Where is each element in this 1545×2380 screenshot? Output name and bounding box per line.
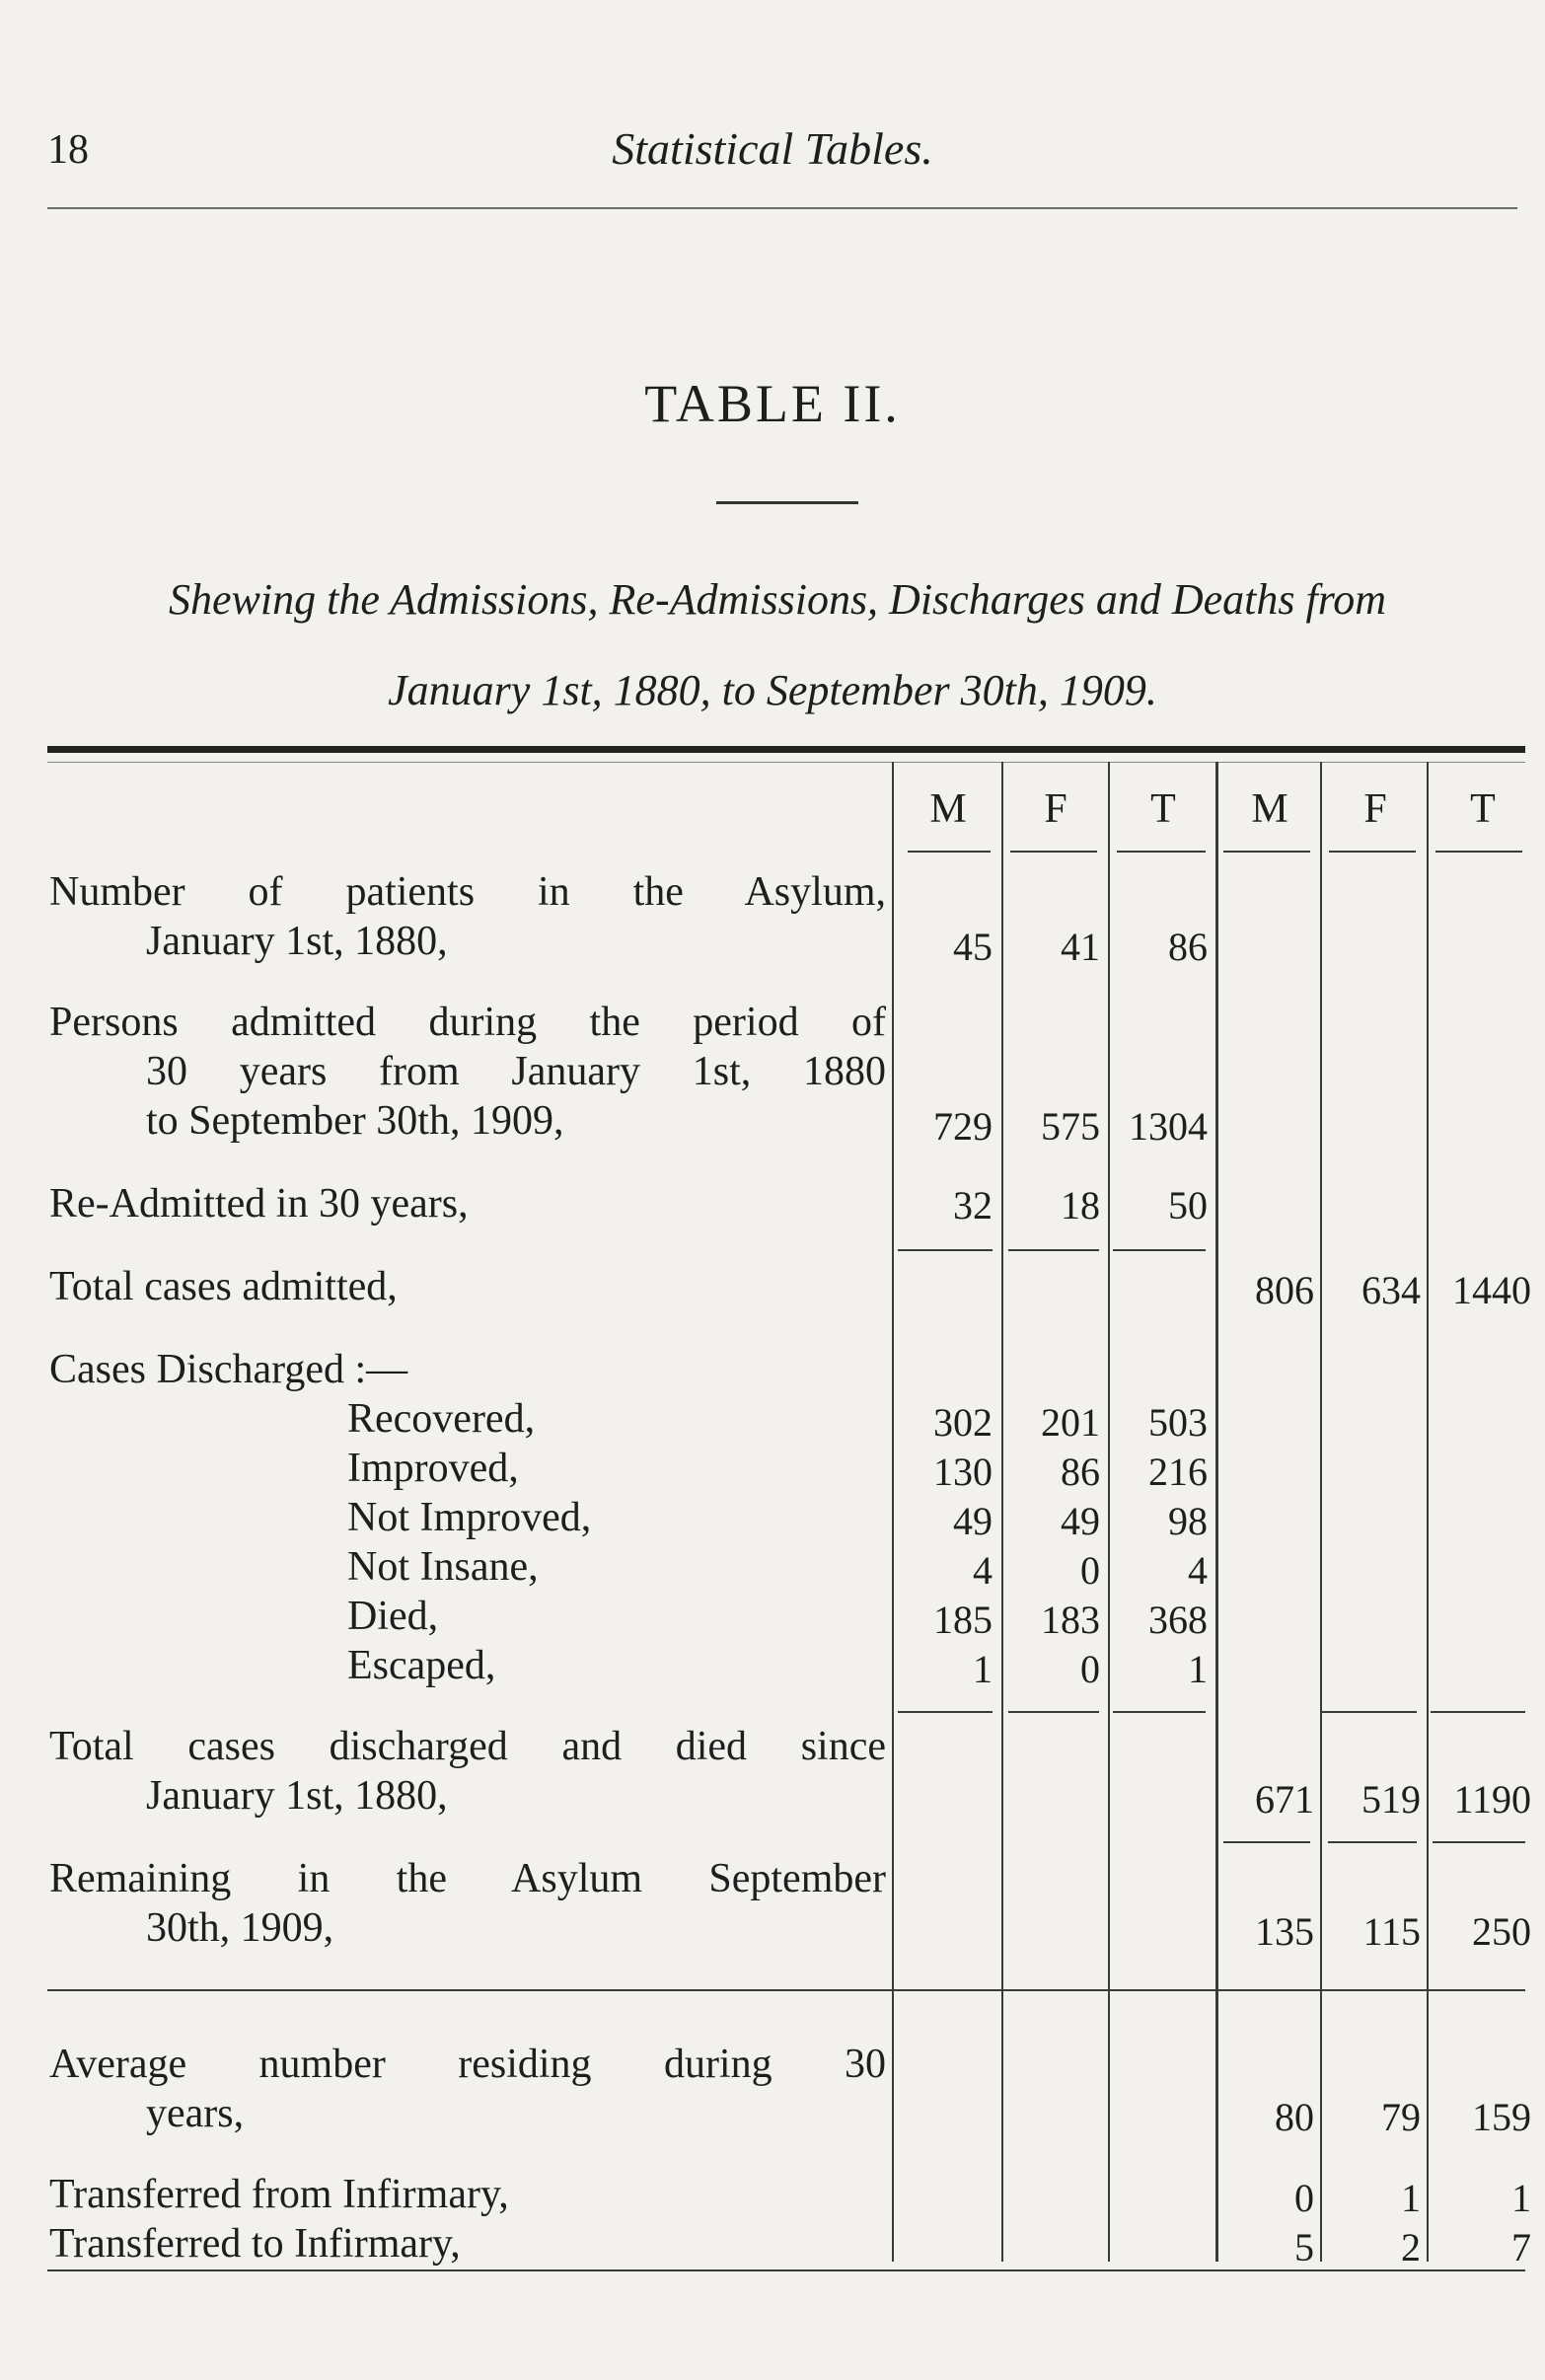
header-underline (1329, 851, 1416, 853)
column-header-t: T (1150, 786, 1176, 832)
cell-value: 671 (1255, 1777, 1314, 1822)
row-label: Improved, (347, 1446, 519, 1491)
cell-value: 0 (1080, 1548, 1100, 1593)
cell-value: 98 (1168, 1499, 1208, 1543)
subtotal-rule (1328, 1841, 1417, 1843)
cell-value: 80 (1275, 2095, 1314, 2139)
row-label: Persons admitted during the period of (49, 1000, 886, 1045)
title-rule (716, 501, 858, 504)
subtotal-rule (1113, 1711, 1206, 1713)
row-label: to September 30th, 1909, (146, 1098, 564, 1144)
column-header-m: M (929, 786, 967, 832)
row-label: 30th, 1909, (146, 1905, 334, 1951)
header-underline (1010, 851, 1097, 853)
cell-value: 79 (1381, 2095, 1421, 2139)
row-label: Not Insane, (347, 1544, 539, 1590)
column-header-m: M (1251, 786, 1288, 832)
subtotal-rule (898, 1711, 993, 1713)
cell-value: 1 (1401, 2176, 1421, 2220)
cell-value: 1304 (1129, 1104, 1208, 1149)
cell-value: 49 (953, 1499, 993, 1543)
cell-value: 86 (1168, 925, 1208, 969)
cell-value: 368 (1148, 1598, 1208, 1642)
cell-value: 575 (1041, 1104, 1100, 1149)
subtotal-rule (1433, 1841, 1525, 1843)
subtotal-rule (1322, 1711, 1417, 1713)
cell-value: 201 (1041, 1400, 1100, 1445)
cell-value: 41 (1061, 925, 1100, 969)
header-underline (1223, 851, 1310, 853)
header-underline (1435, 851, 1522, 853)
cell-value: 1 (973, 1647, 993, 1691)
table-caption-line-1: Shewing the Admissions, Re-Admissions, Discharges and Deaths from (169, 575, 1386, 624)
table-top-rule-thin (47, 762, 1525, 763)
row-label: Escaped, (347, 1643, 496, 1688)
row-label: Re-Admitted in 30 years, (49, 1181, 469, 1227)
column-divider (1320, 762, 1322, 2262)
cell-value: 2 (1401, 2225, 1421, 2269)
column-header-t: T (1470, 786, 1496, 832)
cell-value: 49 (1061, 1499, 1100, 1543)
header-rule (47, 207, 1517, 209)
cell-value: 1 (1511, 2176, 1531, 2220)
table-top-rule (47, 746, 1525, 753)
cell-value: 4 (1188, 1548, 1208, 1593)
cell-value: 1440 (1452, 1268, 1531, 1312)
cell-value: 135 (1255, 1909, 1314, 1954)
row-label: Average number residing during 30 (49, 2042, 886, 2087)
subtotal-rule (898, 1249, 993, 1251)
cell-value: 32 (953, 1183, 993, 1227)
header-underline (908, 851, 991, 853)
subtotal-rule (1008, 1711, 1099, 1713)
cell-value: 86 (1061, 1450, 1100, 1494)
column-header-f: F (1363, 786, 1387, 832)
cell-value: 1 (1188, 1647, 1208, 1691)
row-label: Total cases discharged and died since (49, 1724, 886, 1769)
cell-value: 503 (1148, 1400, 1208, 1445)
column-divider (1215, 762, 1218, 2262)
cell-value: 806 (1255, 1268, 1314, 1312)
table-caption-line-2: January 1st, 1880, to September 30th, 1909. (388, 666, 1157, 714)
cell-value: 1190 (1453, 1777, 1531, 1822)
cell-value: 45 (953, 925, 993, 969)
cell-value: 185 (933, 1598, 993, 1642)
running-title: Statistical Tables. (612, 123, 933, 174)
subtotal-rule (1008, 1249, 1099, 1251)
header-underline (1117, 851, 1206, 853)
row-label: Died, (347, 1594, 439, 1639)
row-label: Not Improved, (347, 1495, 592, 1540)
row-label: Transferred from Infirmary, (49, 2172, 509, 2217)
row-label: 30 years from January 1st, 1880 (146, 1049, 886, 1094)
cell-value: 18 (1061, 1183, 1100, 1227)
cell-value: 729 (933, 1104, 993, 1149)
subtotal-rule (1223, 1841, 1310, 1843)
subtotal-rule (1113, 1249, 1206, 1251)
subtotal-rule (1431, 1711, 1525, 1713)
row-label: Total cases admitted, (49, 1264, 398, 1309)
cell-value: 5 (1294, 2225, 1314, 2269)
row-label: January 1st, 1880, (146, 1773, 448, 1819)
cell-value: 634 (1361, 1268, 1421, 1312)
cell-value: 50 (1168, 1183, 1208, 1227)
column-divider (1427, 762, 1429, 2262)
row-label: Number of patients in the Asylum, (49, 869, 886, 915)
page-number: 18 (47, 127, 89, 173)
cell-value: 183 (1041, 1598, 1100, 1642)
cell-value: 115 (1362, 1909, 1421, 1954)
row-label: Remaining in the Asylum September (49, 1856, 886, 1901)
table-bottom-rule (47, 2269, 1525, 2271)
cell-value: 519 (1361, 1777, 1421, 1822)
cell-value: 0 (1294, 2176, 1314, 2220)
cell-value: 0 (1080, 1647, 1100, 1691)
cell-value: 4 (973, 1548, 993, 1593)
cell-value: 250 (1472, 1909, 1531, 1954)
section-divider (47, 1989, 1525, 1991)
row-label: Recovered, (347, 1396, 536, 1442)
cell-value: 159 (1472, 2095, 1531, 2139)
cell-value: 130 (933, 1450, 993, 1494)
row-label: years, (146, 2091, 245, 2136)
table-title: TABLE II. (644, 374, 901, 433)
row-label: January 1st, 1880, (146, 919, 448, 964)
cell-value: 216 (1148, 1450, 1208, 1494)
cell-value: 302 (933, 1400, 993, 1445)
section-heading: Cases Discharged :— (49, 1347, 408, 1392)
column-header-f: F (1044, 786, 1067, 832)
row-label: Transferred to Infirmary, (49, 2221, 461, 2267)
cell-value: 7 (1511, 2225, 1531, 2269)
